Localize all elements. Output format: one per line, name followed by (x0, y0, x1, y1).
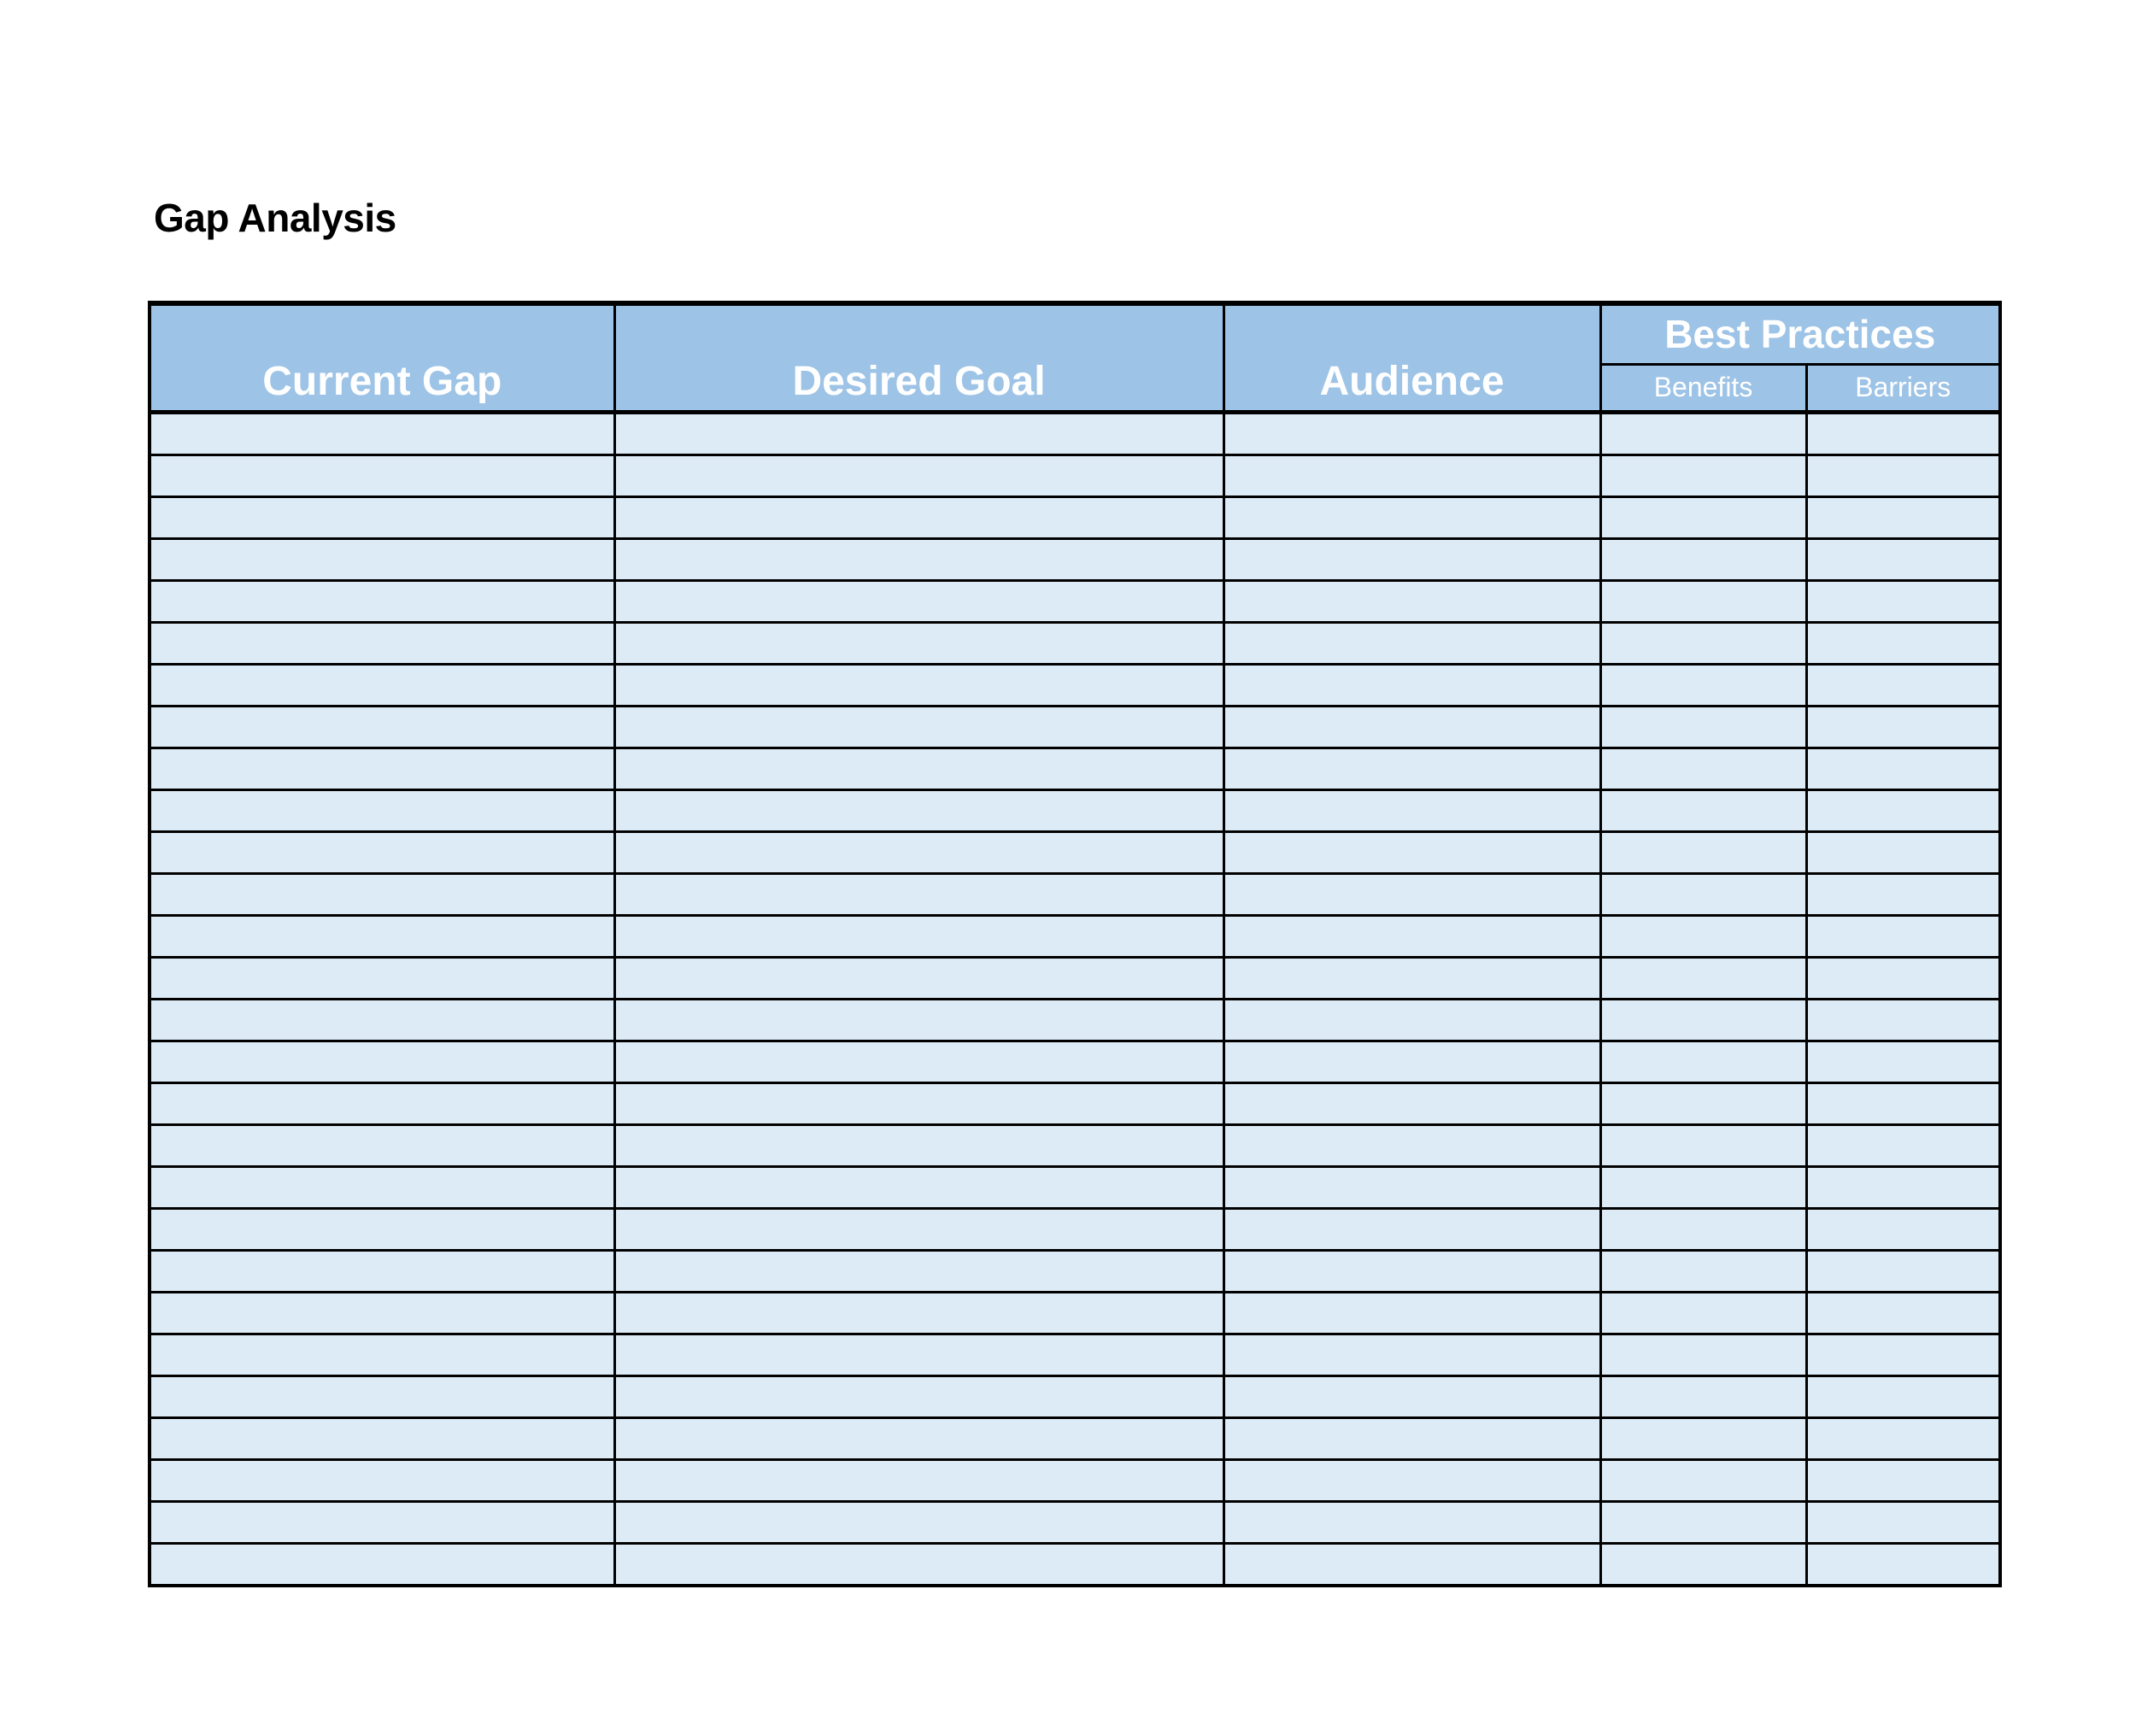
cell-barriers[interactable] (1806, 1544, 2000, 1586)
cell-benefits[interactable] (1600, 1083, 1806, 1125)
cell-desired-goal[interactable] (614, 1376, 1224, 1418)
cell-current-gap[interactable] (150, 1376, 614, 1418)
header-audience: Audience (1224, 303, 1600, 413)
cell-current-gap[interactable] (150, 1083, 614, 1125)
cell-current-gap[interactable] (150, 1460, 614, 1502)
cell-barriers[interactable] (1806, 1000, 2000, 1041)
table-row (150, 832, 2000, 874)
cell-desired-goal[interactable] (614, 1209, 1224, 1251)
cell-benefits[interactable] (1600, 707, 1806, 748)
table-row (150, 1418, 2000, 1460)
cell-benefits[interactable] (1600, 1418, 1806, 1460)
page-title: Gap Analysis (154, 196, 396, 240)
cell-benefits[interactable] (1600, 1041, 1806, 1083)
cell-barriers[interactable] (1806, 413, 2000, 455)
cell-desired-goal[interactable] (614, 1251, 1224, 1293)
cell-desired-goal[interactable] (614, 790, 1224, 832)
cell-audience[interactable] (1224, 1544, 1600, 1586)
cell-current-gap[interactable] (150, 916, 614, 958)
table-header (150, 303, 2000, 413)
cell-barriers[interactable] (1806, 1293, 2000, 1334)
cell-current-gap[interactable] (150, 790, 614, 832)
cell-barriers[interactable] (1806, 1041, 2000, 1083)
cell-current-gap[interactable] (150, 1418, 614, 1460)
table-row (150, 623, 2000, 665)
cell-barriers[interactable] (1806, 1502, 2000, 1544)
cell-benefits[interactable] (1600, 1376, 1806, 1418)
table-row (150, 1125, 2000, 1167)
cell-barriers[interactable] (1806, 1418, 2000, 1460)
cell-benefits[interactable] (1600, 497, 1806, 539)
cell-current-gap[interactable] (150, 748, 614, 790)
cell-desired-goal[interactable] (614, 1041, 1224, 1083)
table-row (150, 1334, 2000, 1376)
cell-benefits[interactable] (1600, 665, 1806, 707)
cell-audience[interactable] (1224, 1251, 1600, 1293)
cell-desired-goal[interactable] (614, 1334, 1224, 1376)
cell-desired-goal[interactable] (614, 1083, 1224, 1125)
cell-desired-goal[interactable] (614, 916, 1224, 958)
cell-desired-goal[interactable] (614, 497, 1224, 539)
cell-audience[interactable] (1224, 1167, 1600, 1209)
cell-barriers[interactable] (1806, 581, 2000, 623)
cell-desired-goal[interactable] (614, 539, 1224, 581)
cell-desired-goal[interactable] (614, 1125, 1224, 1167)
cell-audience[interactable] (1224, 1334, 1600, 1376)
cell-current-gap[interactable] (150, 707, 614, 748)
header-current-gap: Current Gap (150, 303, 614, 413)
cell-current-gap[interactable] (150, 1125, 614, 1167)
table-row (150, 790, 2000, 832)
cell-barriers[interactable] (1806, 665, 2000, 707)
cell-benefits[interactable] (1600, 1460, 1806, 1502)
cell-audience[interactable] (1224, 832, 1600, 874)
cell-audience[interactable] (1224, 623, 1600, 665)
cell-barriers[interactable] (1806, 790, 2000, 832)
cell-barriers[interactable] (1806, 497, 2000, 539)
cell-current-gap[interactable] (150, 1334, 614, 1376)
cell-desired-goal[interactable] (614, 1502, 1224, 1544)
cell-barriers[interactable] (1806, 623, 2000, 665)
cell-audience[interactable] (1224, 1125, 1600, 1167)
header-barriers: Barriers (1806, 364, 2000, 412)
cell-current-gap[interactable] (150, 958, 614, 1000)
cell-desired-goal[interactable] (614, 1167, 1224, 1209)
cell-barriers[interactable] (1806, 1334, 2000, 1376)
cell-benefits[interactable] (1600, 539, 1806, 581)
table-row (150, 1293, 2000, 1334)
cell-benefits[interactable] (1600, 1125, 1806, 1167)
cell-audience[interactable] (1224, 497, 1600, 539)
cell-desired-goal[interactable] (614, 581, 1224, 623)
cell-benefits[interactable] (1600, 1251, 1806, 1293)
cell-audience[interactable] (1224, 1083, 1600, 1125)
cell-barriers[interactable] (1806, 1209, 2000, 1251)
cell-desired-goal[interactable] (614, 1000, 1224, 1041)
cell-barriers[interactable] (1806, 455, 2000, 497)
cell-barriers[interactable] (1806, 874, 2000, 916)
cell-benefits[interactable] (1600, 916, 1806, 958)
cell-current-gap[interactable] (150, 874, 614, 916)
table-row (150, 581, 2000, 623)
cell-desired-goal[interactable] (614, 665, 1224, 707)
cell-audience[interactable] (1224, 539, 1600, 581)
gap-analysis-table (148, 301, 2002, 1587)
table-row (150, 455, 2000, 497)
cell-audience[interactable] (1224, 1376, 1600, 1418)
cell-current-gap[interactable] (150, 1502, 614, 1544)
header-benefits: Benefits (1600, 364, 1806, 412)
cell-barriers[interactable] (1806, 1125, 2000, 1167)
cell-desired-goal[interactable] (614, 623, 1224, 665)
cell-barriers[interactable] (1806, 1167, 2000, 1209)
cell-benefits[interactable] (1600, 1209, 1806, 1251)
table-row (150, 748, 2000, 790)
cell-benefits[interactable] (1600, 790, 1806, 832)
cell-current-gap[interactable] (150, 665, 614, 707)
cell-current-gap[interactable] (150, 1251, 614, 1293)
cell-barriers[interactable] (1806, 958, 2000, 1000)
cell-desired-goal[interactable] (614, 958, 1224, 1000)
cell-current-gap[interactable] (150, 1167, 614, 1209)
cell-audience[interactable] (1224, 1418, 1600, 1460)
cell-current-gap[interactable] (150, 581, 614, 623)
cell-audience[interactable] (1224, 1502, 1600, 1544)
cell-audience[interactable] (1224, 413, 1600, 455)
header-best-practices: Best Practices (1600, 303, 2000, 364)
cell-barriers[interactable] (1806, 1376, 2000, 1418)
table-row (150, 665, 2000, 707)
cell-barriers[interactable] (1806, 1083, 2000, 1125)
cell-current-gap[interactable] (150, 455, 614, 497)
cell-audience[interactable] (1224, 1293, 1600, 1334)
table-row (150, 916, 2000, 958)
table-row (150, 1209, 2000, 1251)
cell-current-gap[interactable] (150, 1293, 614, 1334)
cell-benefits[interactable] (1600, 1544, 1806, 1586)
table-row (150, 1041, 2000, 1083)
cell-benefits[interactable] (1600, 623, 1806, 665)
cell-benefits[interactable] (1600, 1502, 1806, 1544)
cell-barriers[interactable] (1806, 539, 2000, 581)
table-row (150, 1167, 2000, 1209)
cell-desired-goal[interactable] (614, 748, 1224, 790)
cell-barriers[interactable] (1806, 916, 2000, 958)
table-row (150, 1460, 2000, 1502)
cell-desired-goal[interactable] (614, 1460, 1224, 1502)
table-row (150, 1376, 2000, 1418)
cell-desired-goal[interactable] (614, 1418, 1224, 1460)
table-row (150, 497, 2000, 539)
cell-desired-goal[interactable] (614, 707, 1224, 748)
cell-benefits[interactable] (1600, 874, 1806, 916)
cell-barriers[interactable] (1806, 707, 2000, 748)
table-row (150, 707, 2000, 748)
table-body (150, 413, 2000, 1586)
cell-audience[interactable] (1224, 707, 1600, 748)
cell-current-gap[interactable] (150, 1000, 614, 1041)
cell-audience[interactable] (1224, 581, 1600, 623)
cell-audience[interactable] (1224, 1000, 1600, 1041)
cell-barriers[interactable] (1806, 1460, 2000, 1502)
table-row (150, 413, 2000, 455)
cell-audience[interactable] (1224, 916, 1600, 958)
cell-benefits[interactable] (1600, 413, 1806, 455)
cell-current-gap[interactable] (150, 539, 614, 581)
cell-audience[interactable] (1224, 1209, 1600, 1251)
cell-audience[interactable] (1224, 958, 1600, 1000)
cell-audience[interactable] (1224, 790, 1600, 832)
cell-barriers[interactable] (1806, 1251, 2000, 1293)
cell-current-gap[interactable] (150, 413, 614, 455)
cell-current-gap[interactable] (150, 832, 614, 874)
cell-benefits[interactable] (1600, 748, 1806, 790)
cell-current-gap[interactable] (150, 623, 614, 665)
cell-current-gap[interactable] (150, 1209, 614, 1251)
cell-benefits[interactable] (1600, 455, 1806, 497)
cell-audience[interactable] (1224, 1460, 1600, 1502)
cell-desired-goal[interactable] (614, 413, 1224, 455)
cell-benefits[interactable] (1600, 1167, 1806, 1209)
cell-desired-goal[interactable] (614, 1293, 1224, 1334)
cell-desired-goal[interactable] (614, 874, 1224, 916)
table-row (150, 1251, 2000, 1293)
cell-benefits[interactable] (1600, 958, 1806, 1000)
cell-desired-goal[interactable] (614, 1544, 1224, 1586)
cell-audience[interactable] (1224, 455, 1600, 497)
cell-benefits[interactable] (1600, 1334, 1806, 1376)
table-row (150, 1000, 2000, 1041)
cell-barriers[interactable] (1806, 748, 2000, 790)
cell-current-gap[interactable] (150, 1544, 614, 1586)
cell-audience[interactable] (1224, 1041, 1600, 1083)
cell-current-gap[interactable] (150, 1041, 614, 1083)
table-row (150, 1083, 2000, 1125)
cell-benefits[interactable] (1600, 1293, 1806, 1334)
table-row (150, 1502, 2000, 1544)
table-row (150, 874, 2000, 916)
cell-desired-goal[interactable] (614, 455, 1224, 497)
cell-benefits[interactable] (1600, 581, 1806, 623)
table-row (150, 539, 2000, 581)
cell-desired-goal[interactable] (614, 832, 1224, 874)
cell-benefits[interactable] (1600, 832, 1806, 874)
table-row (150, 1544, 2000, 1586)
cell-current-gap[interactable] (150, 497, 614, 539)
cell-barriers[interactable] (1806, 832, 2000, 874)
table-row (150, 958, 2000, 1000)
cell-benefits[interactable] (1600, 1000, 1806, 1041)
header-desired-goal: Desired Goal (614, 303, 1224, 413)
cell-audience[interactable] (1224, 874, 1600, 916)
cell-audience[interactable] (1224, 665, 1600, 707)
cell-audience[interactable] (1224, 748, 1600, 790)
